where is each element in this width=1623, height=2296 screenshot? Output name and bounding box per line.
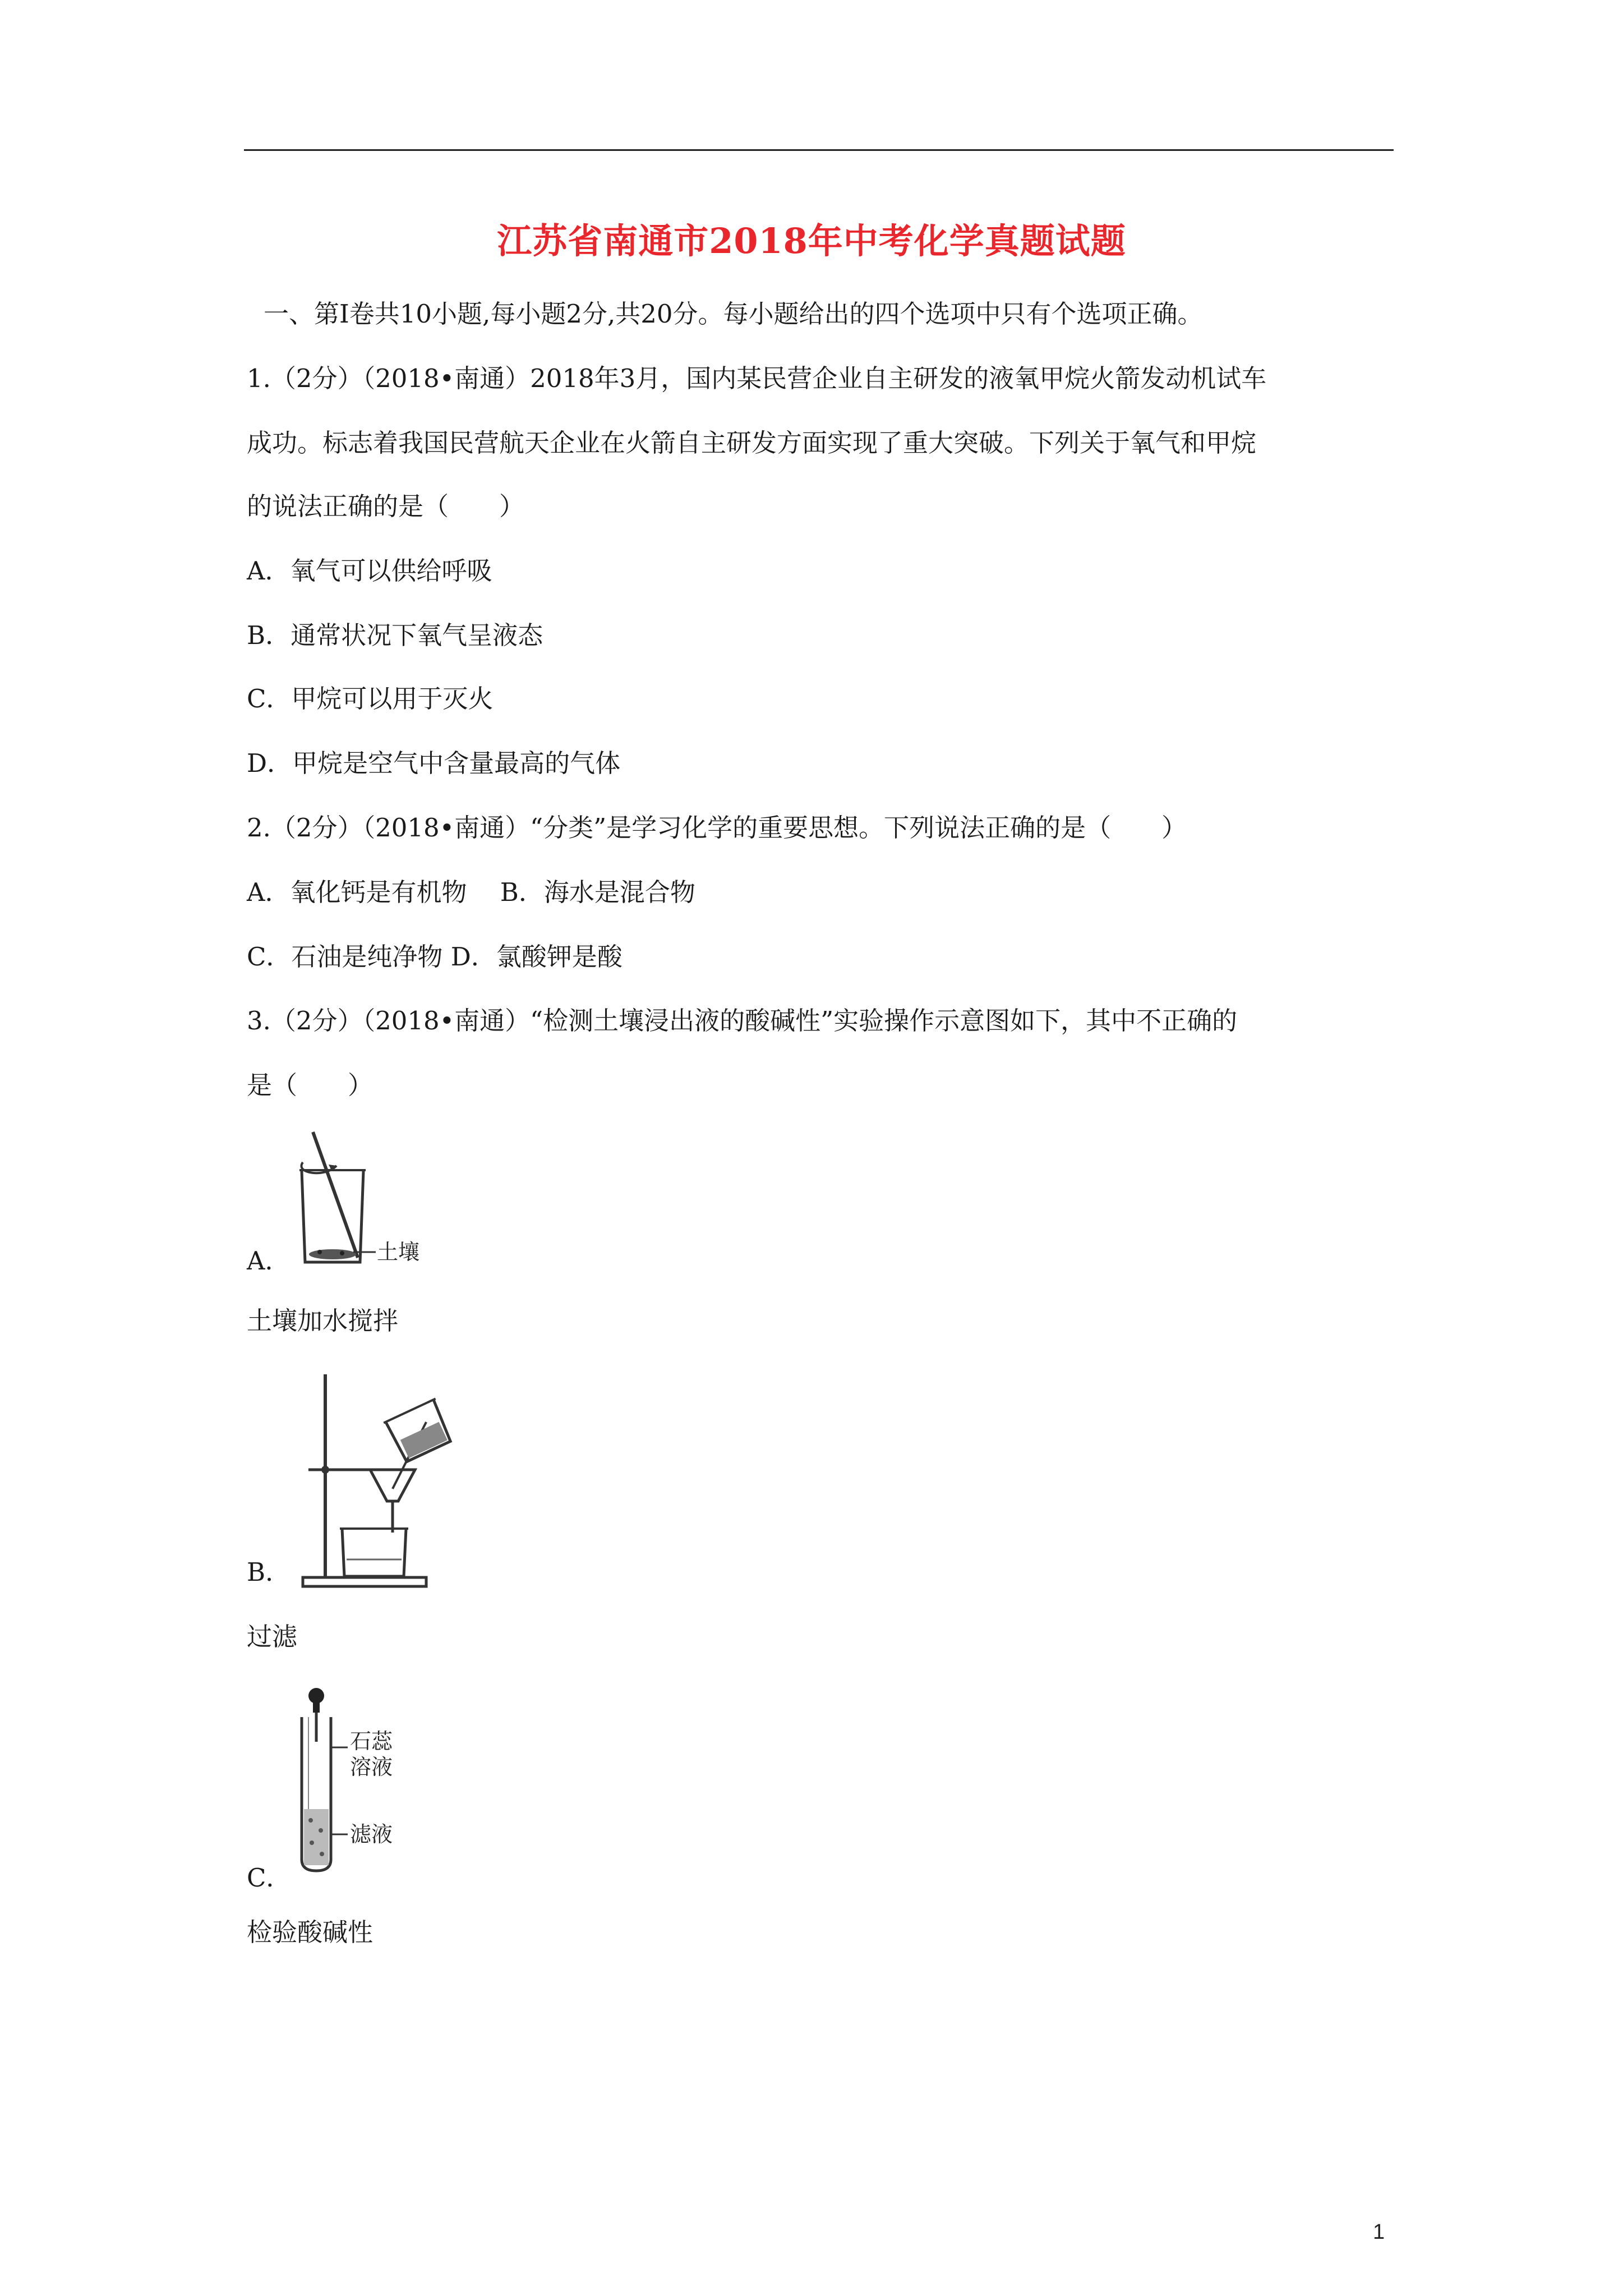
q2-options-row-2: C．石油是纯净物 D．氯酸钾是酸 [247, 942, 623, 972]
q1-stem-line-3: 的说法正确的是（ ） [247, 491, 525, 521]
document-title: 江苏省南通市2018年中考化学真题试题 [497, 220, 1126, 261]
figure-filtration [292, 1369, 460, 1593]
q3-stem-line-1: 3.（2分）（2018•南通）“检测土壤浸出液的酸碱性”实验操作示意图如下，其中不正确的 [247, 1006, 1238, 1036]
q3-option-a-caption: 土壤加水搅拌 [247, 1306, 399, 1336]
section-intro: 一、第Ⅰ卷共10小题,每小题2分,共20分。每小题给出的四个选项中只有个选项正确。 [264, 299, 1203, 329]
q1-option-c: C．甲烷可以用于灭火 [247, 684, 494, 714]
q1-option-a: A．氧气可以供给呼吸 [247, 556, 492, 586]
q1-stem-line-2: 成功。标志着我国民营航天企业在火箭自主研发方面实现了重大突破。下列关于氧气和甲烷 [247, 428, 1257, 458]
figure-litmus-test [292, 1686, 437, 1876]
figure-c-label-1: 石蕊 [350, 1729, 393, 1754]
q2-stem: 2.（2分）（2018•南通）“分类”是学习化学的重要思想。下列说法正确的是（ ） [247, 813, 1187, 843]
figure-stir-soil [292, 1128, 437, 1268]
q3-option-a-letter: A． [247, 1246, 291, 1276]
q2-options-row-1: A．氧化钙是有机物 B．海水是混合物 [247, 877, 695, 907]
figure-c-label-3: 滤液 [350, 1822, 393, 1847]
q3-option-c-letter: C． [247, 1863, 292, 1893]
figure-a-label: 土壤 [377, 1240, 420, 1264]
q3-option-b-caption: 过滤 [247, 1622, 298, 1651]
q3-option-c-caption: 检验酸碱性 [247, 1917, 374, 1947]
figure-c-label-2: 溶液 [350, 1755, 393, 1779]
q3-option-b-letter: B． [247, 1557, 291, 1587]
q1-option-b: B．通常状况下氧气呈液态 [247, 620, 543, 650]
q3-stem-line-2: 是（ ） [247, 1070, 374, 1100]
q1-option-d: D．甲烷是空气中含量最高的气体 [247, 748, 621, 778]
header-rule [244, 149, 1394, 151]
page-number: 1 [1373, 2220, 1385, 2244]
q1-stem-line-1: 1.（2分）（2018•南通）2018年3月，国内某民营企业自主研发的液氧甲烷火箭发动机试车 [247, 364, 1267, 393]
